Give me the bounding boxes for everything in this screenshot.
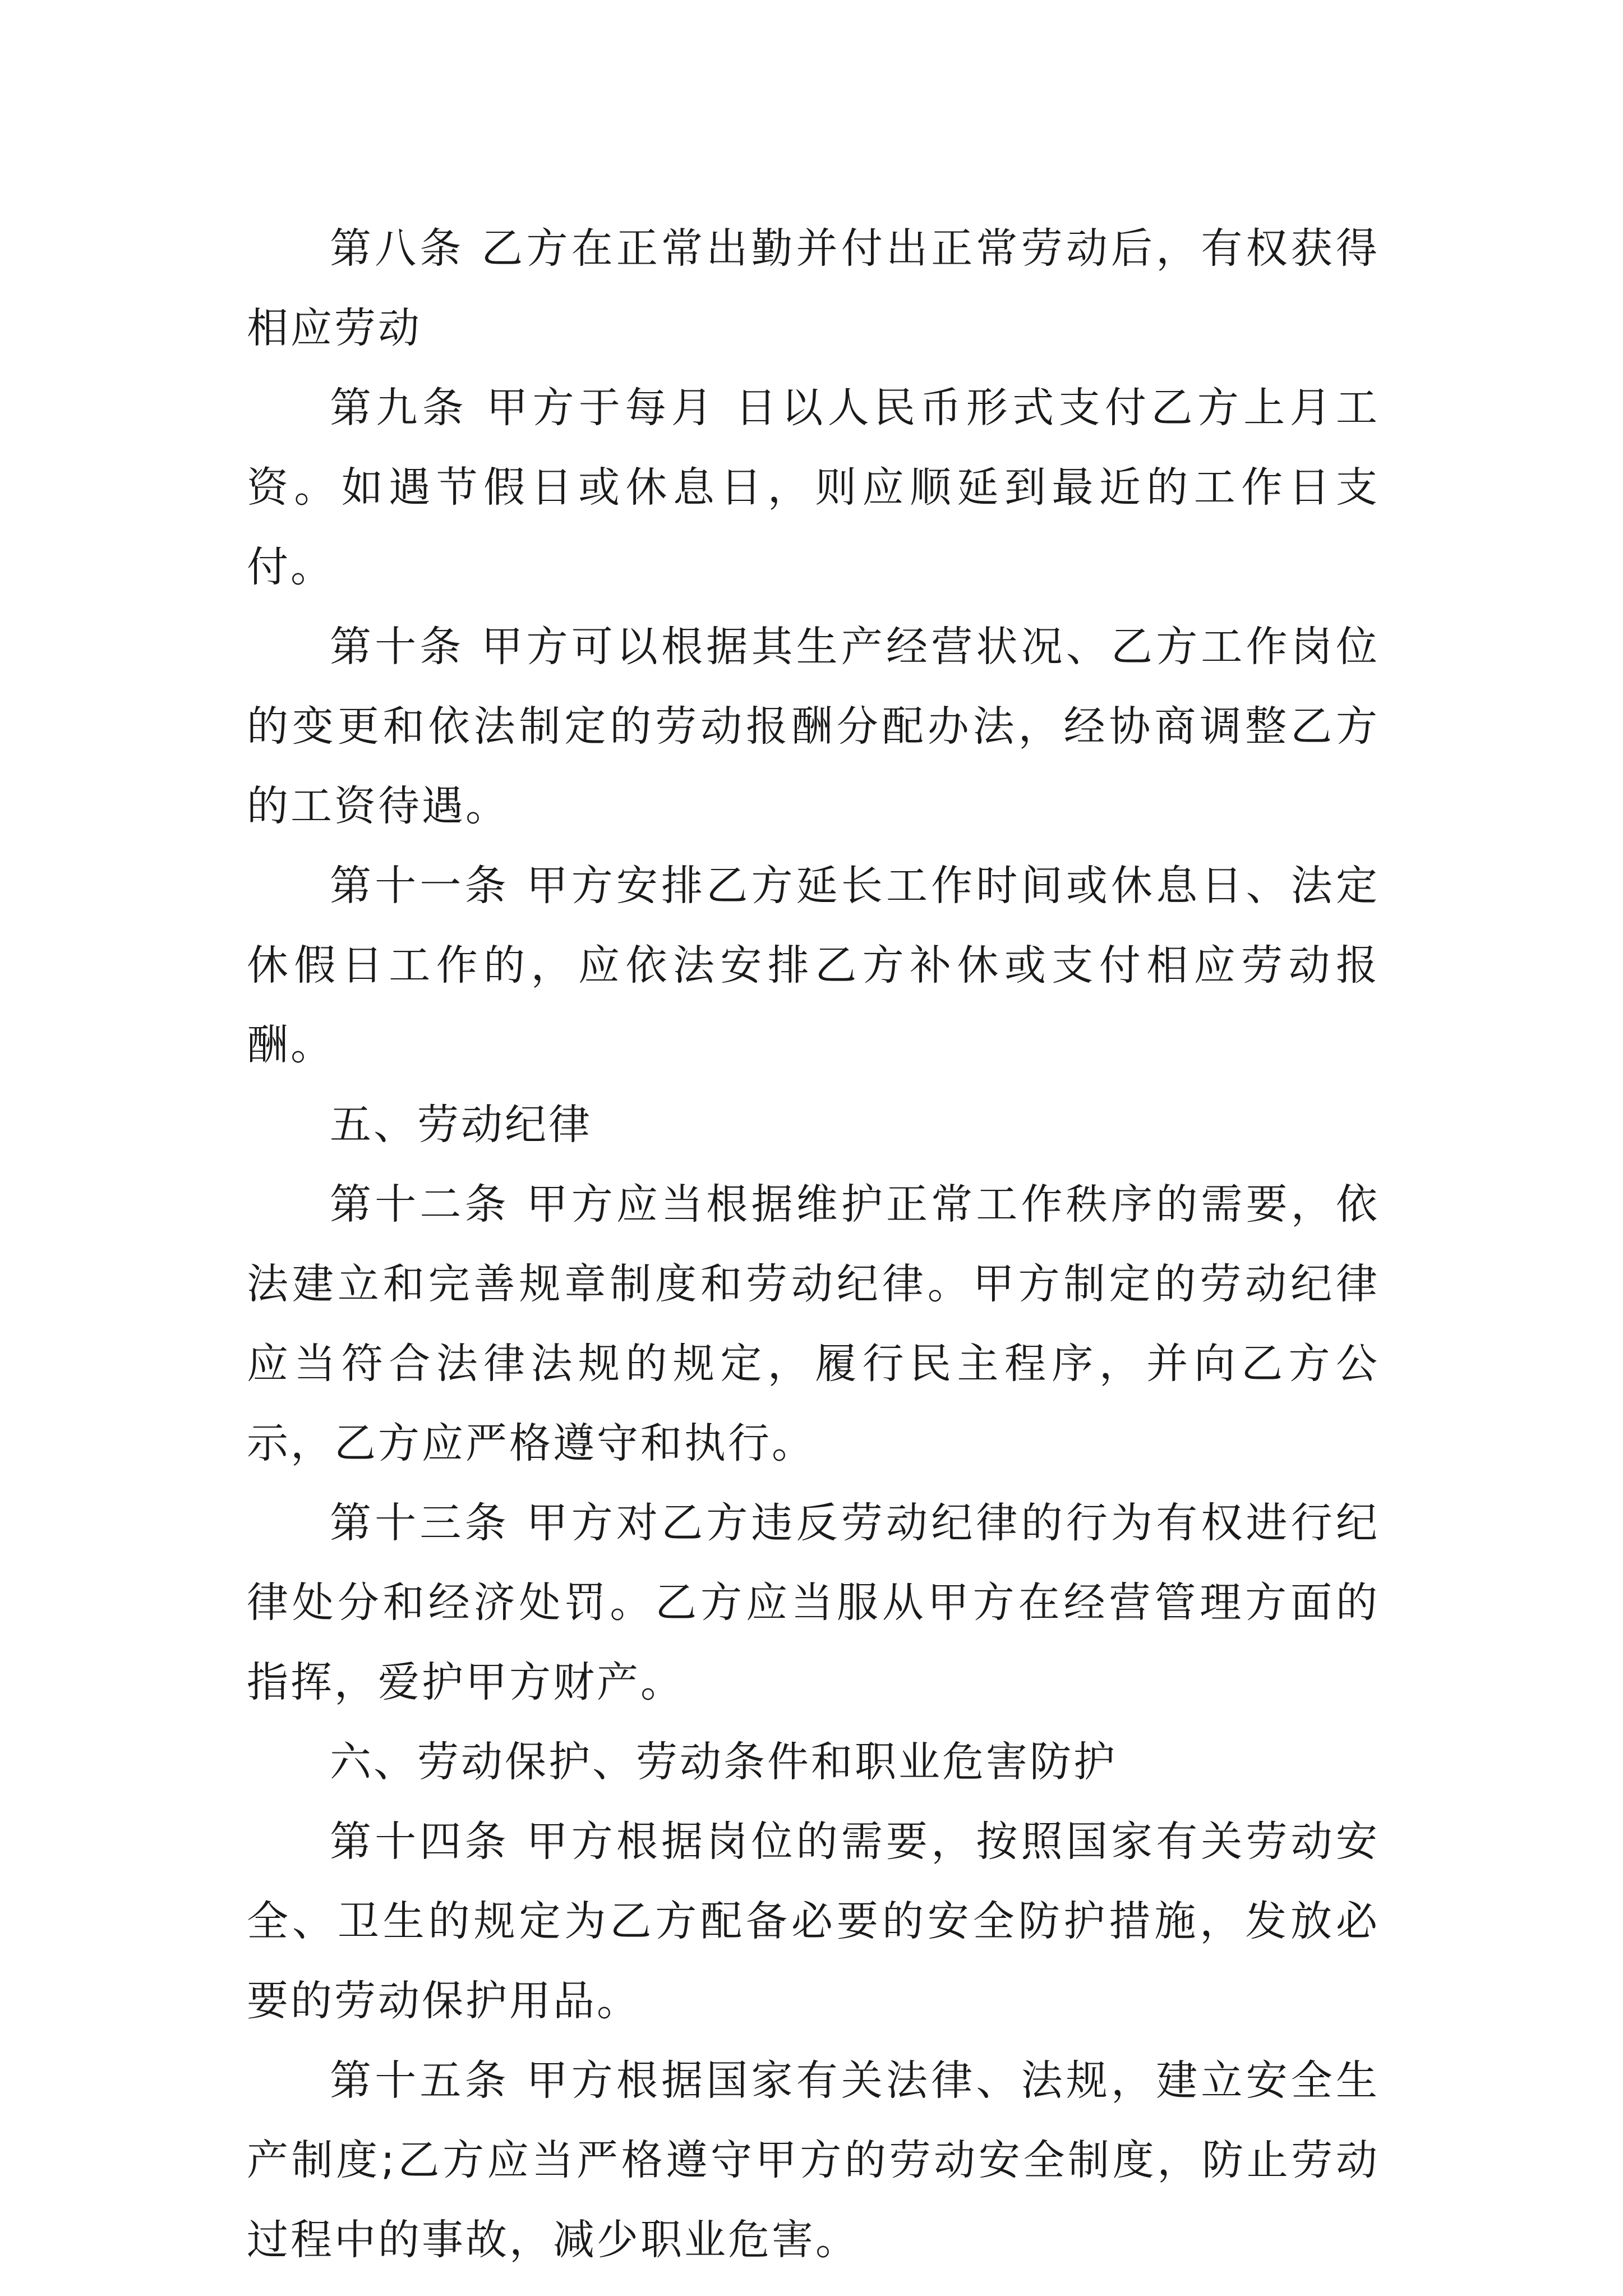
article-8-paragraph: 第八条 乙方在正常出勤并付出正常劳动后，有权获得相应劳动 [247,224,1380,352]
section-5-heading: 五、劳动纪律 [330,1101,592,1149]
article-9-paragraph: 第九条 甲方于每月 日以人民币形式支付乙方上月工资。如遇节假日或休息日，则应顺延到最近的工作日支付。 [247,384,1380,591]
article-10-paragraph: 第十条 甲方可以根据其生产经营状况、乙方工作岗位的变更和依法制定的劳动报酬分配办法，经协商调整乙方的工资待遇。 [247,623,1380,830]
section-6-heading: 六、劳动保护、劳动条件和职业危害防护 [330,1738,1117,1786]
document-body [247,209,1380,2280]
article-11-paragraph: 第十一条 甲方安排乙方延长工作时间或休息日、法定休假日工作的，应依法安排乙方补休或支付相应劳动报酬。 [247,862,1380,1069]
article-14-paragraph: 第十四条 甲方根据岗位的需要，按照国家有关劳动安全、卫生的规定为乙方配备必要的安全防护措施，发放必要的劳动保护用品。 [247,1818,1380,2025]
article-12-paragraph: 第十二条 甲方应当根据维护正常工作秩序的需要，依法建立和完善规章制度和劳动纪律。甲方制定的劳动纪律应当符合法律法规的规定，履行民主程序，并向乙方公示，乙方应严格遵守和执行。 [247,1180,1380,1467]
article-15-paragraph: 第十五条 甲方根据国家有关法律、法规，建立安全生产制度;乙方应当严格遵守甲方的劳动安全制度，防止劳动过程中的事故，减少职业危害。 [247,2056,1380,2264]
article-13-paragraph: 第十三条 甲方对乙方违反劳动纪律的行为有权进行纪律处分和经济处罚。乙方应当服从甲方在经营管理方面的指挥，爱护甲方财产。 [247,1499,1380,1706]
